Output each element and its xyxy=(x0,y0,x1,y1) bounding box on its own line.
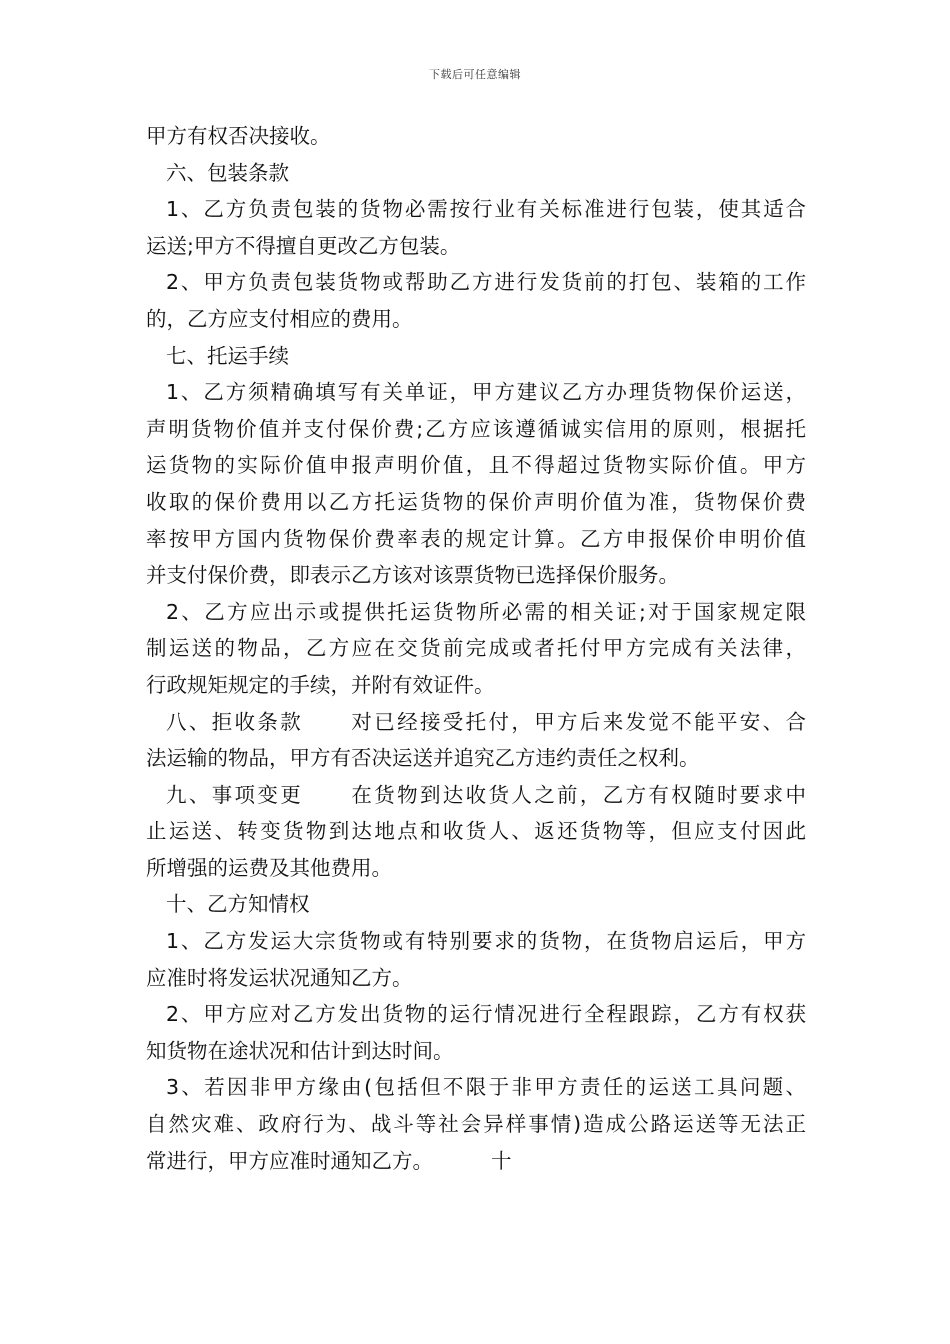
text-line: 1、乙方发运大宗货物或有特别要求的货物，在货物启运后，甲方 xyxy=(166,929,806,954)
text-line: 行政规矩规定的手续，并附有效证件。 xyxy=(146,672,495,697)
text-line: 运货物的实际价值申报声明价值，且不得超过货物实际价值。甲方 xyxy=(146,453,806,478)
text-line: 知货物在途状况和估计到达时间。 xyxy=(146,1038,454,1063)
text-line: 的，乙方应支付相应的费用。 xyxy=(146,306,413,331)
line-heading: 九、事项变更 xyxy=(166,782,304,807)
text-line: 运送;甲方不得擅自更改乙方包装。 xyxy=(146,233,461,258)
line-heading: 八、拒收条款 xyxy=(166,709,304,734)
text-line xyxy=(146,1143,806,1180)
text-line: 甲方有权否决接收。 xyxy=(146,124,331,148)
line-continuation: 对已经接受托付，甲方后来发觉不能平安、合 xyxy=(349,709,807,734)
text-line: 声明货物价值并支付保价费;乙方应该遵循诚实信用的原则，根据托 xyxy=(146,416,806,441)
text-line: 并支付保价费，即表示乙方该对该票货物已选择保价服务。 xyxy=(146,563,679,588)
line-continuation: 在货物到达收货人之前，乙方有权随时要求中 xyxy=(349,782,807,807)
text-line: 制运送的物品，乙方应在交货前完成或者托付甲方完成有关法律， xyxy=(146,636,806,661)
text-line: 止运送、转变货物到达地点和收货人、返还货物等，但应支付因此 xyxy=(146,819,806,844)
text-line xyxy=(146,704,806,741)
text-line: 2、乙方应出示或提供托运货物所必需的相关证;对于国家规定限 xyxy=(166,599,806,624)
text-line: 六、包装条款 xyxy=(166,160,289,185)
text-line: 七、托运手续 xyxy=(166,343,289,368)
line-heading: 常进行，甲方应准时通知乙方。 xyxy=(146,1148,433,1173)
text-line: 1、乙方须精确填写有关单证，甲方建议乙方办理货物保价运送， xyxy=(166,380,806,405)
text-line: 3、若因非甲方缘由(包括但不限于非甲方责任的运送工具问题、 xyxy=(166,1075,806,1100)
text-line: 收取的保价费用以乙方托运货物的保价声明价值为准，货物保价费 xyxy=(146,489,806,514)
page-header: 下载后可任意编辑 xyxy=(429,68,521,81)
text-line: 所增强的运费及其他费用。 xyxy=(146,855,392,880)
text-line: 十、乙方知情权 xyxy=(166,892,310,917)
line-continuation: 十 xyxy=(491,1148,512,1173)
text-line: 自然灾难、政府行为、战斗等社会异样事情)造成公路运送等无法正 xyxy=(146,1112,806,1137)
text-line: 2、甲方应对乙方发出货物的运行情况进行全程跟踪，乙方有权获 xyxy=(166,1002,806,1027)
text-line: 应准时将发运状况通知乙方。 xyxy=(146,965,413,990)
text-line: 法运输的物品，甲方有否决运送并追究乙方违约责任之权利。 xyxy=(146,746,700,771)
text-line: 率按甲方国内货物保价费率表的规定计算。乙方申报保价申明价值 xyxy=(146,526,806,551)
text-line xyxy=(146,777,806,814)
text-line: 2、甲方负责包装货物或帮助乙方进行发货前的打包、装箱的工作 xyxy=(166,270,806,295)
document-body xyxy=(146,118,806,1179)
text-line: 1、乙方负责包装的货物必需按行业有关标准进行包装，使其适合 xyxy=(166,197,806,222)
